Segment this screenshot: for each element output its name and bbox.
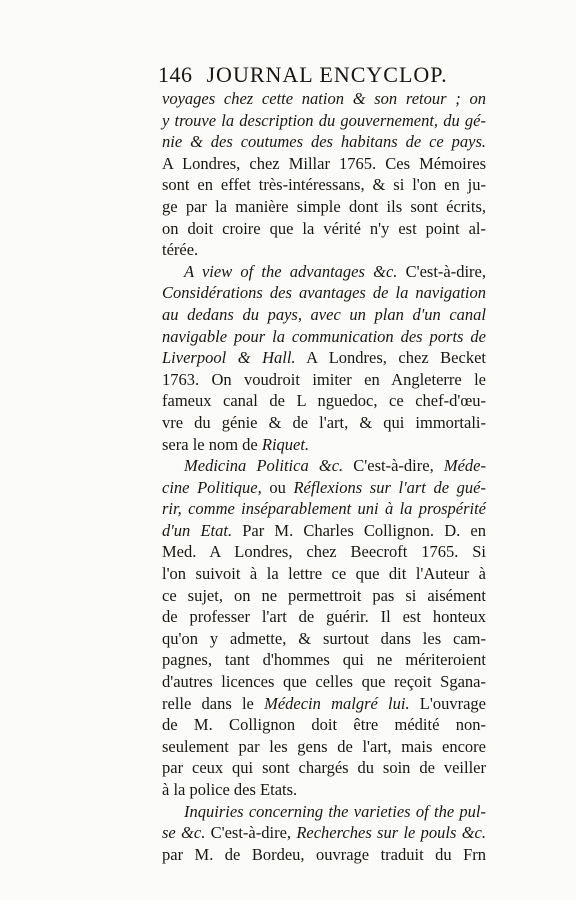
text-line bbox=[162, 585, 486, 607]
italic-text: se &c. bbox=[162, 823, 206, 843]
text-line bbox=[162, 714, 486, 736]
italic-text: nie & des coutumes des habitans de ce pays. bbox=[162, 132, 486, 152]
italic-text: Méde- bbox=[443, 456, 486, 476]
roman-text: vre du génie & de l'art, & qui immortali- bbox=[162, 412, 486, 432]
roman-text: C'est-à-dire, bbox=[343, 456, 444, 476]
roman-text: , ou bbox=[257, 477, 294, 497]
roman-text: pagnes, tant d'hommes qui ne mériteroient bbox=[162, 650, 486, 670]
roman-text: qu'on y admette, & surtout dans les cam- bbox=[162, 628, 486, 648]
text-line bbox=[162, 541, 486, 563]
text-line bbox=[162, 88, 486, 110]
italic-text: Riquet. bbox=[261, 434, 310, 454]
roman-text: A Londres, chez Becket bbox=[295, 348, 486, 368]
roman-text: on doit croire que la vérité n'y est point al- bbox=[162, 218, 486, 238]
roman-text: relle dans le bbox=[162, 693, 265, 713]
text-line bbox=[162, 304, 486, 326]
text-line bbox=[162, 455, 486, 477]
roman-text: de professer l'art de guérir. Il est honteux bbox=[162, 607, 486, 627]
body-text bbox=[162, 88, 486, 865]
italic-text: Liverpool & Hall. bbox=[162, 348, 296, 368]
text-line bbox=[162, 174, 486, 196]
italic-text: A view of the advantages &c. bbox=[184, 261, 398, 281]
text-line bbox=[162, 736, 486, 758]
italic-text: Médecin malgré lui. bbox=[264, 693, 410, 713]
text-line bbox=[162, 282, 486, 304]
roman-text: par ceux qui sont chargés du soin de veiller bbox=[162, 758, 486, 778]
text-line bbox=[162, 239, 486, 261]
roman-text: sera le nom de bbox=[162, 434, 262, 454]
roman-text: térée. bbox=[162, 240, 199, 260]
page-number: 146 bbox=[158, 62, 193, 87]
italic-text: Inquiries concerning the varieties of the pul- bbox=[184, 801, 486, 821]
roman-text: C'est-à-dire, bbox=[397, 261, 486, 281]
text-line bbox=[162, 757, 486, 779]
text-line bbox=[162, 218, 486, 240]
italic-text: y trouve la description du gouvernement, du gé- bbox=[162, 110, 486, 130]
text-line bbox=[162, 347, 486, 369]
text-line bbox=[162, 693, 486, 715]
text-line bbox=[162, 520, 486, 542]
italic-text: Recherches sur le pouls &c. bbox=[296, 823, 486, 843]
text-line bbox=[162, 822, 486, 844]
roman-text: ge par la manière simple dont ils sont écrits, bbox=[162, 196, 486, 216]
roman-text: seulement par les gens de l'art, mais encore bbox=[162, 736, 486, 756]
text-line bbox=[162, 196, 486, 218]
italic-text: rir, comme inséparablement uni à la prospérité bbox=[162, 499, 486, 519]
roman-text: L'ouvrage bbox=[409, 693, 486, 713]
italic-text: au dedans du pays, avec un plan d'un canal bbox=[162, 304, 486, 324]
roman-text: l'on suivoit à la lettre ce que dit l'Auteur à bbox=[162, 564, 486, 584]
roman-text: par M. de Bordeu, ouvrage traduit du Frn bbox=[162, 844, 486, 864]
text-line bbox=[162, 498, 486, 520]
text-line bbox=[162, 801, 486, 823]
roman-text: Med. A Londres, chez Beecroft 1765. Si bbox=[162, 542, 486, 562]
roman-text: sont en effet très-intéressans, & si l'on en ju- bbox=[162, 175, 486, 195]
text-line bbox=[162, 606, 486, 628]
roman-text: 1763. On voudroit imiter en Angleterre le bbox=[162, 369, 486, 389]
roman-text: A Londres, chez Millar 1765. Ces Mémoires bbox=[162, 153, 486, 173]
roman-text: d'autres licences que celles que reçoit Sgana- bbox=[162, 672, 486, 692]
text-line bbox=[162, 563, 486, 585]
roman-text: ce sujet, on ne permettroit pas si aisément bbox=[162, 585, 486, 605]
italic-text: d'un Etat. bbox=[162, 520, 233, 540]
roman-text: de M. Collignon doit être médité non- bbox=[162, 715, 486, 735]
text-line bbox=[162, 110, 486, 132]
italic-text: Medicina Politica &c. bbox=[184, 456, 344, 476]
italic-text: Considérations des avantages de la navigation bbox=[162, 283, 486, 303]
text-line bbox=[162, 369, 486, 391]
roman-text: fameux canal de L nguedoc, ce chef-d'œu- bbox=[162, 391, 486, 411]
text-line bbox=[162, 779, 486, 801]
roman-text: C'est-à-dire, bbox=[205, 823, 297, 843]
roman-text: à la police des Etats. bbox=[162, 780, 298, 799]
text-line bbox=[162, 412, 486, 434]
text-line bbox=[162, 477, 486, 499]
running-head: JOURNAL ENCYCLOP. bbox=[206, 62, 448, 87]
text-line bbox=[162, 649, 486, 671]
text-line bbox=[162, 844, 486, 866]
text-line bbox=[162, 131, 486, 153]
text-line bbox=[162, 153, 486, 175]
italic-text: Réflexions sur l'art de gué- bbox=[293, 477, 486, 497]
italic-text: voyages chez cette nation & son retour ; on bbox=[162, 89, 486, 108]
text-line bbox=[162, 434, 486, 456]
italic-text: cine Politique bbox=[162, 477, 258, 497]
text-line bbox=[162, 261, 486, 283]
italic-text: navigable pour la communication des ports de bbox=[162, 326, 486, 346]
text-line bbox=[162, 390, 486, 412]
text-line bbox=[162, 628, 486, 650]
roman-text: Par M. Charles Collignon. D. en bbox=[232, 520, 486, 540]
text-line bbox=[162, 326, 486, 348]
text-line bbox=[162, 671, 486, 693]
